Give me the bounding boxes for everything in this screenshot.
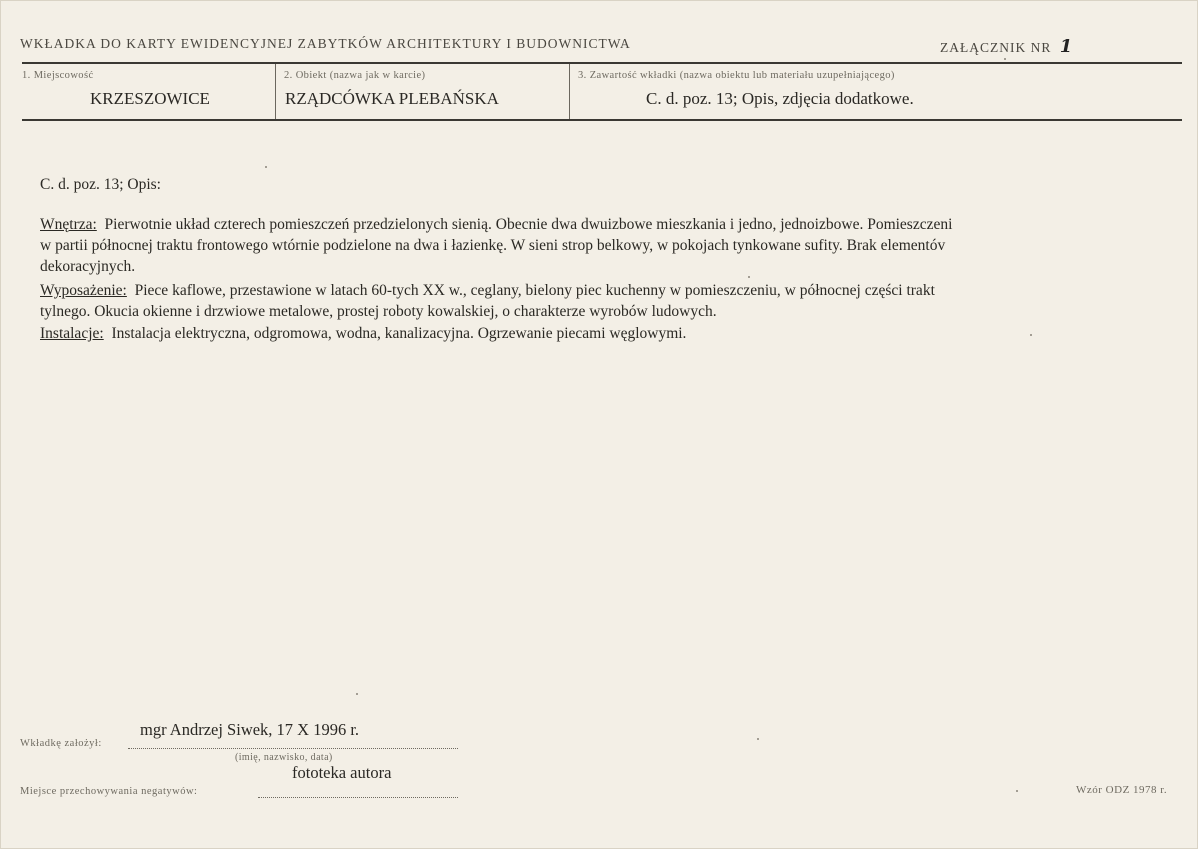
author-dotted-line	[128, 748, 458, 749]
content-value: C. d. poz. 13; Opis, zdjęcia dodatkowe.	[646, 89, 914, 108]
form-template-id: Wzór ODZ 1978 r.	[1076, 784, 1168, 796]
object-label: 2. Obiekt (nazwa jak w karcie)	[284, 70, 426, 81]
location-value: KRZESZOWICE	[90, 89, 210, 108]
header-rule-bottom	[22, 119, 1182, 121]
interiors-line-1	[40, 214, 1150, 235]
interiors-line-3: dekoracyjnych.	[40, 258, 136, 275]
object-value: RZĄDCÓWKA PLEBAŃSKA	[285, 89, 499, 108]
installations-paragraph	[40, 323, 1150, 344]
paper-speck	[1016, 790, 1018, 792]
storage-label: Miejsce przechowywania negatywów:	[20, 786, 198, 797]
paper-speck	[757, 738, 759, 740]
storage-dotted-line	[258, 797, 458, 798]
installations-line-1	[40, 323, 1150, 344]
installations-key: Instalacje:	[40, 325, 104, 342]
location-label: 1. Miejscowość	[22, 70, 94, 81]
paper-speck	[1030, 334, 1032, 336]
paper-speck	[265, 166, 267, 168]
interiors-line-2: w partii północnej traktu frontowego wtórnie podzielone na dwa i łazienkę. W sieni strop belkowy, w pokojach tynkowane sufity. Brak elementóv	[40, 237, 946, 254]
header-rule-top	[22, 62, 1182, 64]
equipment-line-1	[40, 280, 1150, 301]
paper-speck	[1004, 58, 1006, 60]
equipment-paragraph	[40, 280, 1150, 322]
form-title: WKŁADKA DO KARTY EWIDENCYJNEJ ZABYTKÓW ARCHITEKTURY I BUDOWNICTWA	[20, 36, 631, 51]
paper-speck	[748, 276, 750, 278]
storage-value: fototeka autora	[292, 763, 392, 782]
interiors-paragraph	[40, 214, 1150, 277]
paper-speck	[356, 693, 358, 695]
author-value: mgr Andrzej Siwek, 17 X 1996 r.	[140, 720, 360, 739]
equipment-text-1: Piece kaflowe, przestawione w latach 60-tych XX w., ceglany, bielony piec kuchenny w pomieszczeniu, w północnej części trakt	[134, 282, 935, 299]
equipment-line-2: tylnego. Okucia okienne i drzwiowe metalowe, prostej roboty kowalskiej, o charakterze wyrobów ludowych.	[40, 303, 717, 320]
interiors-text-1: Pierwotnie układ czterech pomieszczeń przedzielonych sienią. Obecnie dwa dwuizbowe mieszkania i jedno, jednoizbowe. Pomieszczeni	[104, 216, 953, 233]
field-divider-2	[569, 64, 570, 119]
attachment-number-value: 1	[1059, 36, 1074, 57]
field-divider-1	[275, 64, 276, 119]
equipment-key: Wyposażenie:	[40, 282, 127, 299]
author-label: Wkładkę założył:	[20, 738, 102, 749]
content-label: 3. Zawartość wkładki (nazwa obiektu lub materiału uzupełniającego)	[578, 70, 895, 81]
description-heading: C. d. poz. 13; Opis:	[40, 176, 161, 193]
author-hint: (imię, nazwisko, data)	[235, 752, 333, 763]
attachment-label: ZAŁĄCZNIK NR	[940, 40, 1052, 55]
interiors-key: Wnętrza:	[40, 216, 97, 233]
attachment-number	[940, 36, 1073, 57]
installations-text-1: Instalacja elektryczna, odgromowa, wodna, kanalizacyjna. Ogrzewanie piecami węglowymi.	[111, 325, 687, 342]
